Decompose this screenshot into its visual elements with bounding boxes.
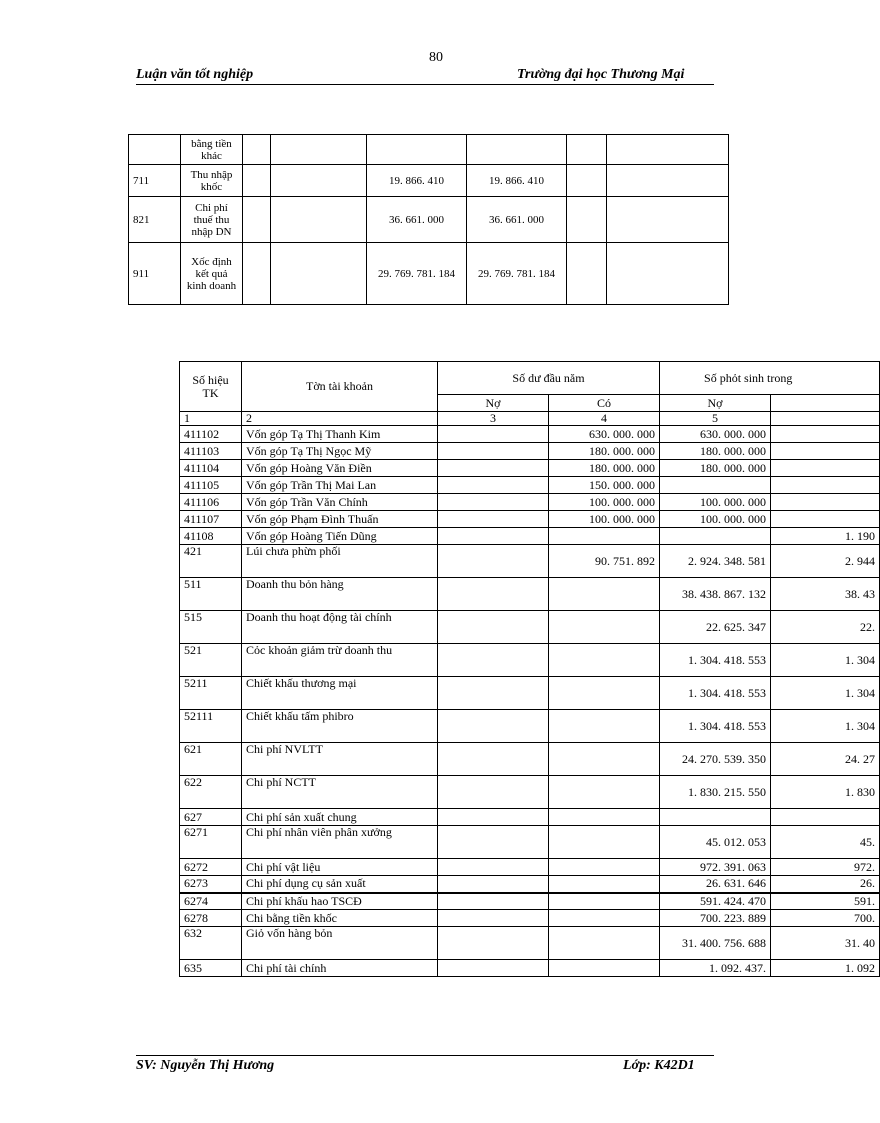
opening-debit: [438, 677, 549, 710]
period-debit: 22. 625. 347: [660, 611, 771, 644]
opening-debit: [438, 443, 549, 460]
opening-debit: [438, 460, 549, 477]
account-code: 635: [180, 960, 242, 977]
account-code: 411106: [180, 494, 242, 511]
opening-debit: [438, 927, 549, 960]
period-credit: 1. 304: [771, 710, 880, 743]
period-debit: 100. 000. 000: [660, 494, 771, 511]
opening-credit: [549, 893, 660, 910]
opening-debit: [438, 611, 549, 644]
period-debit: 38. 438. 867. 132: [660, 578, 771, 611]
opening-debit: [438, 876, 549, 893]
account-code: 911: [129, 243, 181, 305]
account-name: Vốn góp Tạ Thị Ngọc Mỹ: [242, 443, 438, 460]
table-row: [180, 443, 880, 460]
opening-credit: [549, 578, 660, 611]
account-name: Chi phí dụng cụ sản xuất: [242, 876, 438, 893]
page-number: 80: [429, 50, 443, 65]
period-debit: 1. 304. 418. 553: [660, 677, 771, 710]
opening-credit: [549, 927, 660, 960]
trial-balance-body: [180, 426, 880, 977]
account-code: 711: [129, 165, 181, 197]
account-code: 411104: [180, 460, 242, 477]
account-name: Giỏ vốn hàng bỏn: [242, 927, 438, 960]
account-code: 6272: [180, 859, 242, 876]
account-name: Thu nhập khốc: [181, 165, 243, 197]
opening-credit: 90. 751. 892: [549, 545, 660, 578]
account-code: 6271: [180, 826, 242, 859]
index-cell: 5: [660, 412, 771, 426]
value-credit: 36. 661. 000: [467, 197, 567, 243]
account-code: 411105: [180, 477, 242, 494]
account-name: Vốn góp Hoàng Văn Điền: [242, 460, 438, 477]
table-row: [180, 677, 880, 710]
opening-credit: [549, 710, 660, 743]
account-code: 411102: [180, 426, 242, 443]
value-debit: 19. 866. 410: [367, 165, 467, 197]
opening-debit: [438, 511, 549, 528]
table-row: [129, 135, 729, 165]
period-debit: [660, 477, 771, 494]
table-row: [180, 545, 880, 578]
account-code: 6273: [180, 876, 242, 893]
period-debit: 180. 000. 000: [660, 443, 771, 460]
header-account-code: Số hiệu TK: [180, 362, 242, 412]
period-debit: 31. 400. 756. 688: [660, 927, 771, 960]
index-cell: 4: [549, 412, 660, 426]
opening-credit: [549, 960, 660, 977]
opening-credit: [549, 644, 660, 677]
period-credit: [771, 443, 880, 460]
opening-credit: [549, 611, 660, 644]
account-name: Vốn góp Hoàng Tiến Dũng: [242, 528, 438, 545]
trial-balance-table-clip: [179, 361, 876, 1001]
table-row: [180, 477, 880, 494]
value-debit: 29. 769. 781. 184: [367, 243, 467, 305]
account-code: 5211: [180, 677, 242, 710]
period-credit: 22.: [771, 611, 880, 644]
value-credit: 19. 866. 410: [467, 165, 567, 197]
opening-debit: [438, 910, 549, 927]
table-row: [129, 243, 729, 305]
account-name: Doanh thu bỏn hàng: [242, 578, 438, 611]
period-credit: 1. 304: [771, 644, 880, 677]
account-name: Chi phí tài chính: [242, 960, 438, 977]
opening-credit: 180. 000. 000: [549, 443, 660, 460]
opening-debit: [438, 477, 549, 494]
account-name: Chi phí NVLTT: [242, 743, 438, 776]
period-credit: [771, 426, 880, 443]
table-row: [180, 528, 880, 545]
table-row: [180, 776, 880, 809]
account-code: 515: [180, 611, 242, 644]
opening-debit: [438, 960, 549, 977]
account-code: 622: [180, 776, 242, 809]
account-code: 6274: [180, 893, 242, 910]
footer-rule: [136, 1055, 714, 1056]
period-credit: [771, 494, 880, 511]
header-rule: [136, 84, 714, 85]
table-row: [180, 511, 880, 528]
period-credit: 972.: [771, 859, 880, 876]
header-university: Trường đại học Thương Mại: [517, 67, 685, 82]
table-row: [180, 494, 880, 511]
period-debit: 700. 223. 889: [660, 910, 771, 927]
header-debit: Nợ: [438, 395, 549, 412]
account-code: [129, 135, 181, 165]
opening-debit: [438, 776, 549, 809]
period-credit: [771, 460, 880, 477]
period-debit: 630. 000. 000: [660, 426, 771, 443]
table-row: [180, 859, 880, 876]
opening-credit: [549, 910, 660, 927]
account-name: Chi phí thuế thu nhập DN: [181, 197, 243, 243]
table-row: [180, 927, 880, 960]
account-name: Vốn góp Trần Thị Mai Lan: [242, 477, 438, 494]
index-cell: 2: [242, 412, 438, 426]
period-credit: 591.: [771, 893, 880, 910]
period-credit: [771, 477, 880, 494]
account-name: Chiết khấu tấm phibro: [242, 710, 438, 743]
period-credit: 1. 190: [771, 528, 880, 545]
opening-debit: [438, 545, 549, 578]
account-code: 411107: [180, 511, 242, 528]
account-code: 821: [129, 197, 181, 243]
period-debit: 24. 270. 539. 350: [660, 743, 771, 776]
account-code: 41108: [180, 528, 242, 545]
opening-debit: [438, 893, 549, 910]
opening-debit: [438, 826, 549, 859]
opening-debit: [438, 578, 549, 611]
period-debit: 100. 000. 000: [660, 511, 771, 528]
table-row: [180, 809, 880, 826]
opening-credit: 630. 000. 000: [549, 426, 660, 443]
table-row: [180, 876, 880, 893]
opening-credit: [549, 826, 660, 859]
table-row: [180, 611, 880, 644]
account-code: 521: [180, 644, 242, 677]
opening-debit: [438, 710, 549, 743]
opening-credit: 100. 000. 000: [549, 511, 660, 528]
opening-credit: [549, 677, 660, 710]
continuation-table: [128, 134, 729, 305]
period-debit: 591. 424. 470: [660, 893, 771, 910]
period-debit: 1. 304. 418. 553: [660, 644, 771, 677]
table-row: [180, 826, 880, 859]
trial-balance-table: [179, 361, 880, 977]
index-row: [180, 412, 880, 426]
table-row: [129, 197, 729, 243]
period-debit: 26. 631. 646: [660, 876, 771, 893]
period-debit: 972. 391. 063: [660, 859, 771, 876]
opening-credit: 180. 000. 000: [549, 460, 660, 477]
opening-credit: [549, 776, 660, 809]
table-row: [180, 460, 880, 477]
account-code: 627: [180, 809, 242, 826]
footer-class: Lớp: K42D1: [623, 1058, 695, 1073]
period-credit: 1. 304: [771, 677, 880, 710]
opening-debit: [438, 859, 549, 876]
account-name: Vốn góp Trần Văn Chính: [242, 494, 438, 511]
account-name: Chi phí sản xuất chung: [242, 809, 438, 826]
account-code: 511: [180, 578, 242, 611]
opening-credit: 100. 000. 000: [549, 494, 660, 511]
account-code: 6278: [180, 910, 242, 927]
period-debit: 1. 092. 437.: [660, 960, 771, 977]
index-cell: 1: [180, 412, 242, 426]
account-name: Chi phí NCTT: [242, 776, 438, 809]
period-credit: 700.: [771, 910, 880, 927]
account-name: bằng tiền khác: [181, 135, 243, 165]
period-credit: 1. 830: [771, 776, 880, 809]
opening-debit: [438, 494, 549, 511]
opening-debit: [438, 743, 549, 776]
opening-credit: [549, 859, 660, 876]
header-account-name: Tờn tài khoản: [242, 362, 438, 412]
account-code: 421: [180, 545, 242, 578]
index-cell: 3: [438, 412, 549, 426]
table-row: [180, 426, 880, 443]
account-name: Chi phí khấu hao TSCĐ: [242, 893, 438, 910]
account-name: Xốc định kết quả kinh doanh: [181, 243, 243, 305]
header-period-movement: Số phỏt sinh trong: [660, 362, 880, 395]
opening-credit: [549, 876, 660, 893]
table-row: [180, 743, 880, 776]
period-credit: [771, 511, 880, 528]
account-name: Cỏc khoản giảm trừ doanh thu: [242, 644, 438, 677]
opening-credit: 150. 000. 000: [549, 477, 660, 494]
account-name: Doanh thu hoạt động tài chính: [242, 611, 438, 644]
opening-debit: [438, 528, 549, 545]
period-credit: 31. 40: [771, 927, 880, 960]
period-debit: [660, 809, 771, 826]
value-credit: [467, 135, 567, 165]
opening-debit: [438, 426, 549, 443]
period-credit: 1. 092: [771, 960, 880, 977]
account-name: Chiết khấu thương mại: [242, 677, 438, 710]
header-opening-balance: Số dư đầu năm: [438, 362, 660, 395]
opening-credit: [549, 528, 660, 545]
period-credit: 38. 43: [771, 578, 880, 611]
period-credit: [771, 809, 880, 826]
opening-debit: [438, 809, 549, 826]
table-row: [129, 165, 729, 197]
period-credit: 24. 27: [771, 743, 880, 776]
period-debit: 1. 830. 215. 550: [660, 776, 771, 809]
account-code: 52111: [180, 710, 242, 743]
footer-student: SV: Nguyễn Thị Hương: [136, 1058, 275, 1073]
period-debit: 45. 012. 053: [660, 826, 771, 859]
account-name: Chi bằng tiền khốc: [242, 910, 438, 927]
account-name: Chi phí vật liệu: [242, 859, 438, 876]
header-row: [180, 362, 880, 395]
table-row: [180, 893, 880, 910]
account-code: 632: [180, 927, 242, 960]
header-credit: Có: [549, 395, 660, 412]
table-row: [180, 644, 880, 677]
account-name: Vốn góp Tạ Thị Thanh Kim: [242, 426, 438, 443]
table-row: [180, 960, 880, 977]
value-debit: 36. 661. 000: [367, 197, 467, 243]
header-period-debit: Nợ: [660, 395, 771, 412]
period-debit: 2. 924. 348. 581: [660, 545, 771, 578]
header-thesis-title: Luận văn tốt nghiệp: [136, 67, 254, 82]
opening-debit: [438, 644, 549, 677]
account-name: Chi phí nhân viên phân xưởng: [242, 826, 438, 859]
period-debit: [660, 528, 771, 545]
period-debit: 1. 304. 418. 553: [660, 710, 771, 743]
account-code: 621: [180, 743, 242, 776]
period-credit: 45.: [771, 826, 880, 859]
account-name: Lúi chưa phừn phối: [242, 545, 438, 578]
value-debit: [367, 135, 467, 165]
table-row: [180, 910, 880, 927]
period-credit: 26.: [771, 876, 880, 893]
table-row: [180, 578, 880, 611]
period-debit: 180. 000. 000: [660, 460, 771, 477]
value-credit: 29. 769. 781. 184: [467, 243, 567, 305]
period-credit: 2. 944: [771, 545, 880, 578]
opening-credit: [549, 743, 660, 776]
account-name: Vốn góp Phạm Đình Thuấn: [242, 511, 438, 528]
account-code: 411103: [180, 443, 242, 460]
opening-credit: [549, 809, 660, 826]
table-row: [180, 710, 880, 743]
